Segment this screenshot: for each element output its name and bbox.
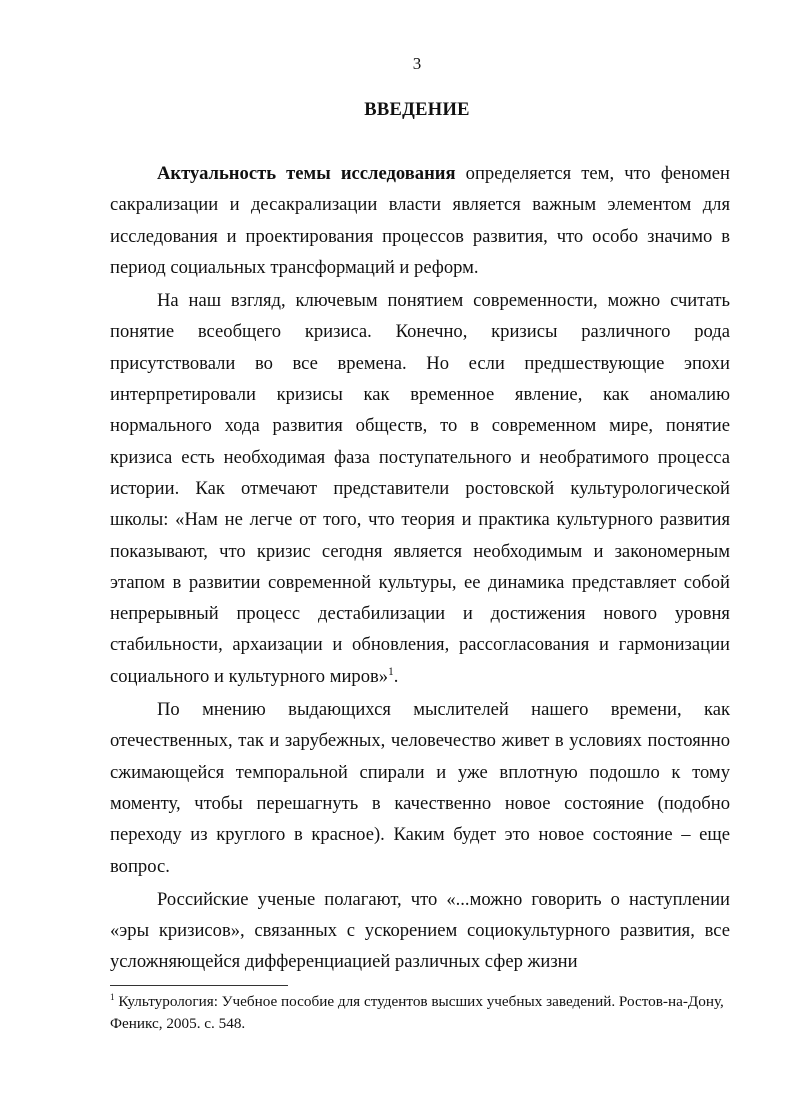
relevance-text: определяется тем, что феномен сакрализации и десакрализации власти является важным элементом для исследования и проектирования процессов развития, что особо значимо в период социальных трансформаций и реформ.	[110, 163, 731, 278]
page-number: 3	[412, 54, 422, 73]
paragraph-thinkers	[110, 694, 730, 882]
paragraph-crisis	[110, 285, 730, 692]
scholars-text: Российские ученые полагают, что «...можно говорить о наступлении «эры кризисов», связанных с ускорением социокультурного развития, все усложняющейся дифференциацией различных сфер жизни	[110, 888, 730, 973]
footnote-divider	[110, 985, 288, 986]
relevance-lead: Актуальность темы исследования	[157, 163, 456, 184]
thinkers-text: По мнению выдающихся мыслителей нашего времени, как отечественных, так и зарубежных, человечество живет в условиях постоянно сжимающейся темпоральной спирали и уже вплотную подошло к тому моменту, чтобы перешагнуть в качественно новое состояние (подобно переходу из круглого в красное). Каким будет это новое состояние – еще вопрос.	[110, 699, 730, 877]
body-text	[110, 158, 730, 978]
footnote-reference[interactable]: 1	[388, 665, 394, 678]
footnote-text: Культурология: Учебное пособие для студентов высших учебных заведений. Ростов-на-Дону, Феникс, 2005. с. 548.	[110, 993, 724, 1032]
paragraph-russian-scholars	[110, 884, 730, 978]
crisis-text-end: .	[393, 665, 399, 687]
paragraph-relevance	[110, 158, 730, 283]
crisis-text: На наш взгляд, ключевым понятием современности, можно считать понятие всеобщего кризиса. Конечно, кризисы различного рода присутствовали во все времена. Но если предшествующие эпохи интерпретировали кризисы как временное явление, как аномалию нормального хода развития обществ, то в современном мире, понятие кризиса есть необходимая фаза поступательного и необратимого процесса истории. Как отмечают представители ростовской культурологической школы: «Нам не легче от того, что теория и практика культурного развития показывают, что кризис сегодня является необходимым и закономерным этапом в развитии современной культуры, ее динамика представляет собой непрерывный процесс дестабилизации и достижения нового уровня стабильности, архаизации и обновления, рассогласования и гармонизации социального и культурного миров»	[110, 290, 730, 687]
footnote-marker: 1	[110, 991, 115, 1002]
section-heading: ВВЕДЕНИЕ	[364, 100, 470, 120]
footnote	[110, 991, 730, 1035]
